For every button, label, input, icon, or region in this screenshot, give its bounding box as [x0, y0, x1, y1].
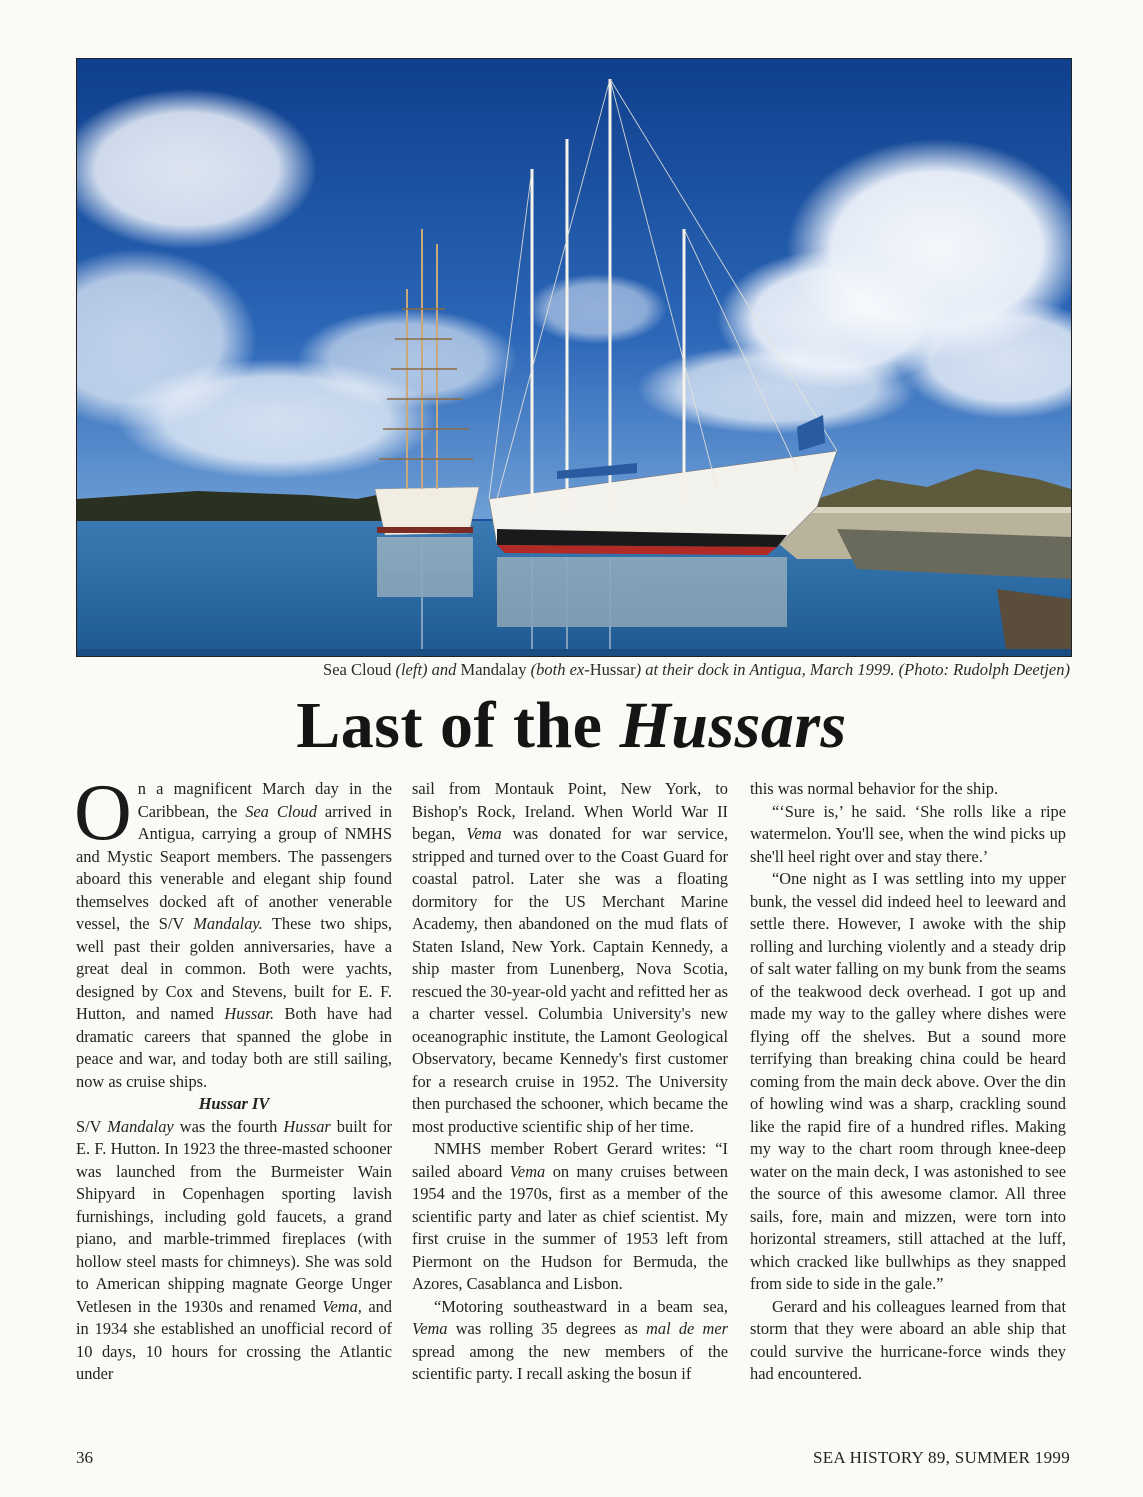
column-3	[750, 778, 1066, 1386]
ships-photo-image	[77, 59, 1071, 656]
ship-name: Mandalay.	[193, 914, 263, 933]
ship-name: Sea Cloud	[245, 801, 317, 821]
ship-name: Vema	[466, 824, 502, 843]
text-run: These two ships, well past their golden anniversaries, have a great deal in common. Both were yachts, designed by Cox and Stevens, built for E. F. Hutton, and named	[76, 914, 392, 1023]
text-run: Both have had dramatic careers that spanned the globe in peace and war, and today both are still sailing, now as cruise ships.	[76, 1004, 392, 1091]
issue-line: SEA HISTORY 89, SUMMER 1999	[812, 1448, 1070, 1467]
article-title	[0, 688, 1143, 764]
paragraph	[412, 1138, 728, 1296]
ship-name: Vema,	[322, 1296, 362, 1316]
title-main: Last of the	[296, 689, 620, 762]
ship-name: Vema	[509, 1161, 546, 1181]
paragraph: this was normal behavior for the ship.	[750, 779, 999, 798]
caption-part: (left) and	[391, 660, 461, 679]
ship-name: Vema	[412, 1319, 448, 1338]
text-run: NMHS member Robert Gerard writes: “I sailed aboard	[412, 1139, 728, 1181]
photo-caption	[76, 660, 1070, 680]
ship-name: Hussar.	[224, 1004, 275, 1023]
ships-photo	[76, 58, 1072, 657]
text-run: on many cruises between 1954 and the 1970s, first as a member of the scientific party and later as chief scientist. My first cruise in the summer of 1953 left from Piermont on the Hudson for Bermuda, the Azores, Casablanca and Lisbon.	[412, 1161, 728, 1293]
paragraph	[76, 1116, 392, 1386]
text-run: “Motoring southeastward in a beam sea,	[434, 1296, 728, 1316]
caption-ship-3: Hussar	[589, 660, 636, 679]
text-run: and in 1934 she established an unofficial record of 10 days, 10 hours for crossing the Atlantic under	[76, 1296, 392, 1383]
paragraph: “‘Sure is,’ he said. ‘She rolls like a ripe watermelon. You'll see, when the wind picks up she'll heel right over and stay there.’	[750, 801, 1066, 866]
text-run: built for E. F. Hutton. In 1923 the three-masted schooner was launched from the Burmeister Wain Shipyard in Copenhagen sporting lavish furnishings, including gold faucets, a grand piano, and marble-trimmed fireplaces (with hollow steel masts for chimneys). She was sold to American shipping magnate George Unger Vetlesen in the 1930s and renamed	[76, 1116, 393, 1316]
text-run: was donated for war service, stripped and turned over to the Coast Guard for coastal patrol. Later she was a floating dormitory for the US Merchant Marine Academy, then abandoned on the mud flats of Staten Island, New York. Captain Kennedy, a ship master from Lunenberg, Nova Scotia, rescued the 30-year-old yacht and refitted her as a charter vessel. Columbia University's new oceanographic institute, the Lamont Geological Observatory, became Kennedy's first customer for a research cruise in 1952. The University then purchased the schooner, which became the most productive scientific ship of her time.	[412, 824, 728, 1136]
paragraph	[74, 769, 392, 1093]
page-number: 36	[76, 1448, 93, 1467]
column-2	[412, 778, 728, 1386]
title-emphasis: Hussars	[619, 689, 847, 762]
paragraph: Gerard and his colleagues learned from that storm that they were aboard an able ship that could survive the hurricane-force winds they had encountered.	[750, 1296, 1066, 1383]
caption-part: ) at their dock in Antigua, March 1999. (Photo: Rudolph Deetjen)	[635, 660, 1070, 679]
column-1	[74, 769, 393, 1386]
drop-cap: O	[74, 769, 132, 857]
text-run: arrived in Antigua, carrying a group of NMHS and Mystic Seaport members. The passengers aboard this venerable and elegant ship found themselves docked aft of another venerable vessel, the S/V	[76, 801, 392, 933]
text-run: S/V	[76, 1116, 108, 1136]
caption-part: (both ex-	[526, 660, 590, 679]
foreign-term: mal de mer	[646, 1319, 728, 1338]
text-run: n a magnificent March day in the Caribbean, the	[137, 779, 392, 821]
paragraph: “One night as I was settling into my upper bunk, the vessel did indeed heel to leeward and settle there. However, I awoke with the ship rolling and lurching violently and a steady drip of salt water falling on my bunk from the seams of the teakwood deck overhead. I got up and made my way to the galley where dishes were flying off the shelves. But a sound more terrifying than breaking china could be heard coming from the main deck above. Over the din of howling wind was a sharp, crackling sound like the rapid fire of a hundred rifles. Making my way to the chart room through knee-deep water on the main deck, I was astonished to see the source of this awesome clamor. All three sails, fore, main and mizzen, were torn into horizontal streamers, still attached at the luff, which cracked like bullwhips as they snapped from side to side in the gale.”	[750, 869, 1066, 1293]
section-subhead: Hussar IV	[198, 1094, 270, 1113]
text-run: sail from Montauk Point, New York, to Bishop's Rock, Ireland. When World War II began,	[412, 779, 728, 843]
ship-name: Mandalay	[107, 1116, 174, 1136]
text-run: was rolling 35 degrees as	[447, 1319, 647, 1338]
paragraph	[412, 778, 728, 1138]
text-run: was the fourth	[173, 1116, 284, 1136]
ship-name: Hussar	[283, 1116, 331, 1136]
paragraph	[412, 1296, 728, 1386]
caption-ship-1: Sea Cloud	[323, 660, 392, 679]
caption-ship-2: Mandalay	[460, 660, 527, 679]
text-run: spread among the new members of the scientific party. I recall asking the bosun if	[412, 1341, 728, 1383]
